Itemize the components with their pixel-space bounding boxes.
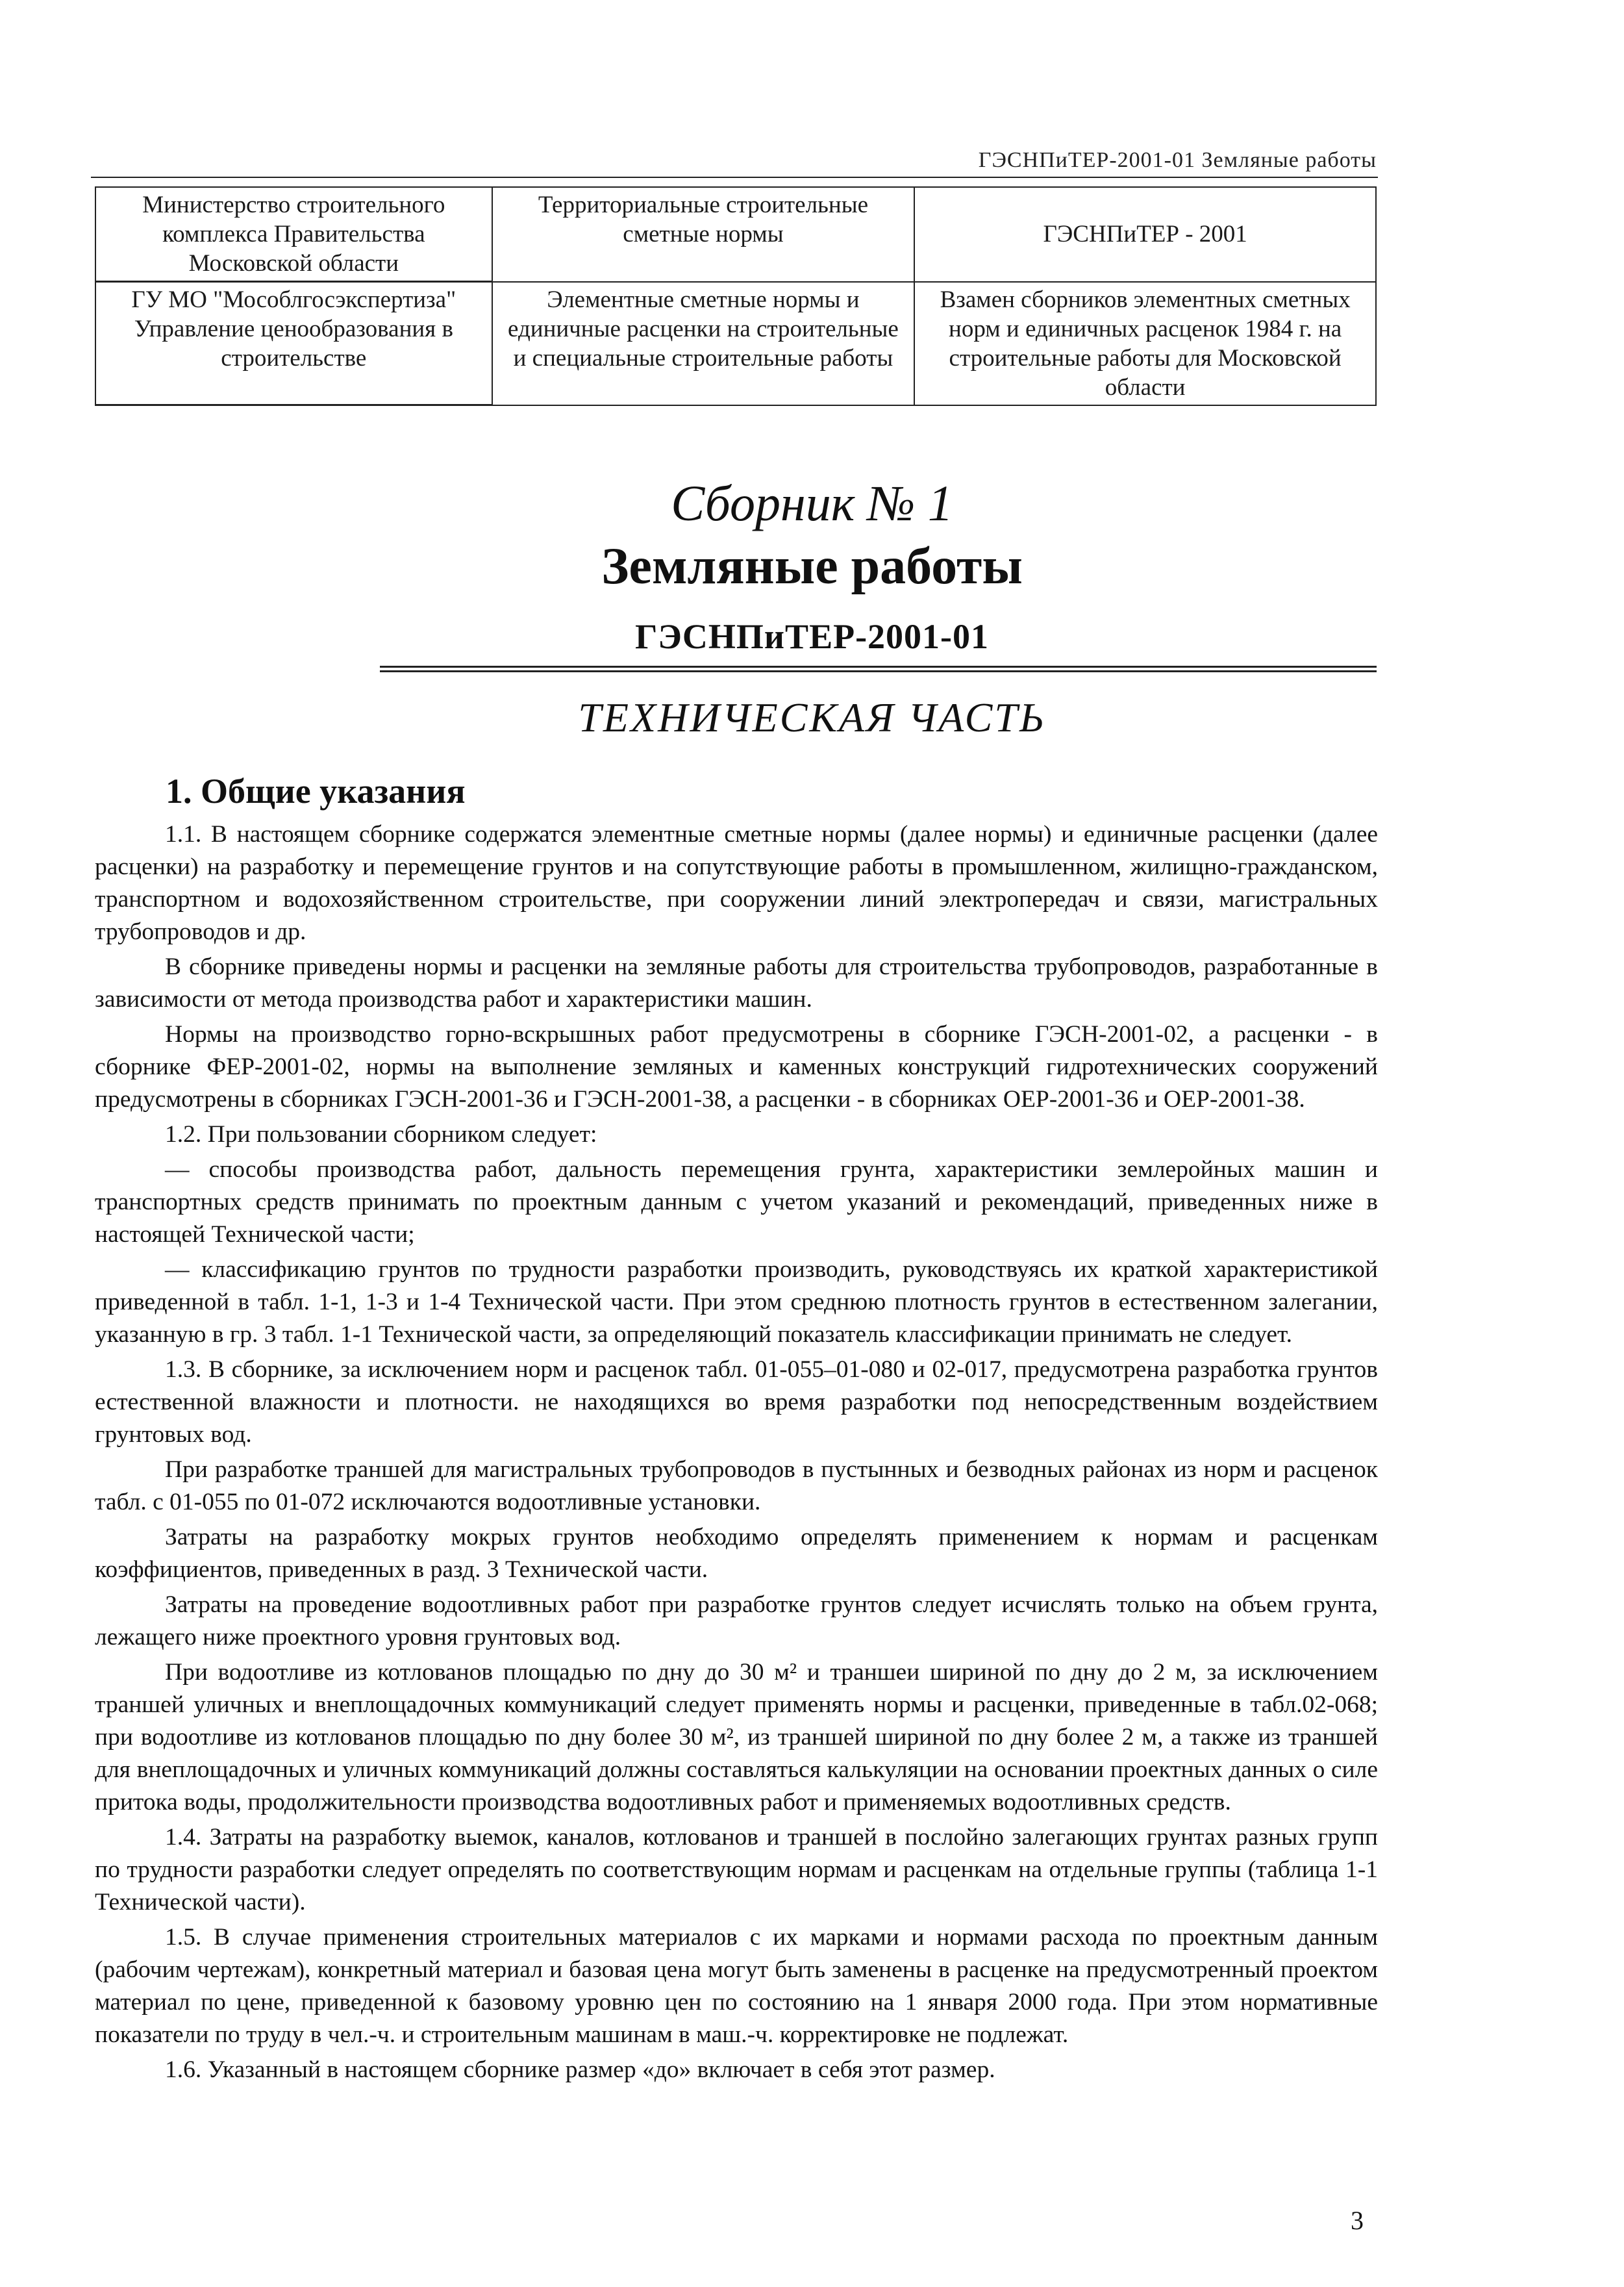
paragraph: 1.2. При пользовании сборником следует: xyxy=(165,1121,597,1148)
collection-code: ГЭСНПиТЕР-2001-01 xyxy=(634,617,990,656)
paragraph: 1.5. В случае применения строительных материалов с их марками и нормами расхода по проектным данным (рабочим чертежам), конкретный материал и базовая цена могут быть заменены в расценке на предусмотренный проектом материал по цене, приведенной к базовому уровню цен по состоянию на 1 января 2000 года. При этом нормативные показатели по труду в чел.-ч. и строительным машинам в маш.-ч. корректировке не подлежат. xyxy=(95,1924,1378,2048)
collection-name: Земляные работы xyxy=(601,538,1023,595)
paragraph: — классификацию грунтов по трудности разработки производить, руководствуясь их краткой характеристикой приведенной в табл. 1-1, 1-3 и 1-4 Технической части. При этом среднюю плотность грунтов в естественном залегании, указанную в гр. 3 табл. 1-1 Технической части, за определяющий показатель классификации принимать не следует. xyxy=(95,1256,1378,1348)
header-cell-territorial-norms: Территориальные строительные сметные нормы xyxy=(492,187,915,282)
header-cell-code: ГЭСНПиТЕР - 2001 xyxy=(914,187,1376,282)
paragraph: При разработке траншей для магистральных трубопроводов в пустынных и безводных районах из норм и расценок табл. с 01-055 по 01-072 исключаются водоотливные установки. xyxy=(95,1456,1378,1515)
paragraph: 1.1. В настоящем сборнике содержатся элементные сметные нормы (далее нормы) и единичные расценки (далее расценки) на разработку и перемещение грунтов и на сопутствующие работы в промышленном, жилищно-гражданском, транспортном и водохозяйственном строительстве, при сооружении линий электропередач и связи, магистральных трубопроводов и др. xyxy=(95,821,1378,945)
page-number: 3 xyxy=(1351,2206,1364,2235)
header-cell-replacement: Взамен сборников элементных сметных норм и единичных расценок 1984 г. на строительные работы для Московской области xyxy=(914,282,1376,405)
paragraph: 1.4. Затраты на разработку выемок, каналов, котлованов и траншей в послойно залегающих грунтах разных групп по трудности разработки следует определять по соответствующим нормам и расценкам на отдельные группы (таблица 1-1 Технической части). xyxy=(95,1824,1378,1915)
title-double-rule xyxy=(380,666,1377,672)
paragraph: 1.6. Указанный в настоящем сборнике размер «до» включает в себя этот размер. xyxy=(165,2056,995,2083)
header-rule xyxy=(91,177,1378,178)
paragraph: 1.3. В сборнике, за исключением норм и расценок табл. 01-055–01-080 и 02-017, предусмотрена разработка грунтов естественной влажности и плотности. не находящихся во время разработки под непосредственным воздействием грунтовых вод. xyxy=(95,1356,1378,1448)
technical-part-title: ТЕХНИЧЕСКАЯ ЧАСТЬ xyxy=(578,694,1046,740)
paragraph: При водоотливе из котлованов площадью по дну до 30 м² и траншеи шириной по дну до 2 м, за исключением траншей уличных и внеплощадочных коммуникаций следует применять нормы и расценки, приведенные в табл.02-068; при водоотливе из котлованов площадью по дну более 30 м², из траншей шириной по дну более 2 м, а также из траншей для внеплощадочных и уличных коммуникаций должны составляться калькуляции на основании проектных данных о силе притока воды, продолжительности производства водоотливных работ и применяемых водоотливных средств. xyxy=(95,1659,1378,1815)
header-cell-element-norms: Элементные сметные нормы и единичные расценки на строительные и специальные строительные работы xyxy=(492,282,915,405)
paragraph: В сборнике приведены нормы и расценки на земляные работы для строительства трубопроводов, разработанные в зависимости от метода производства работ и характеристики машин. xyxy=(95,954,1378,1013)
running-head: ГЭСНПиТЕР-2001-01 Земляные работы xyxy=(978,148,1377,172)
paragraph: Затраты на проведение водоотливных работ при разработке грунтов следует исчислять только на объем грунта, лежащего ниже проектного уровня грунтовых вод. xyxy=(95,1591,1378,1650)
paragraph: — способы производства работ, дальность перемещения грунта, характеристики землеройных машин и транспортных средств принимать по проектным данным с учетом указаний и рекомендаций, приведенных ниже в настоящей Технической части; xyxy=(95,1156,1378,1248)
header-cell-ministry: Министерство строительного комплекса Правительства Московской области xyxy=(95,187,492,282)
body-text xyxy=(95,818,1378,2089)
paragraph: Затраты на разработку мокрых грунтов необходимо определять применением к нормам и расценкам коэффициентов, приведенных в разд. 3 Технической части. xyxy=(95,1524,1378,1583)
section-heading: 1. Общие указания xyxy=(166,772,466,811)
paragraph: Нормы на производство горно-вскрышных работ предусмотрены в сборнике ГЭСН-2001-02, а расценки - в сборнике ФЕР-2001-02, нормы на выполнение земляных и каменных конструкций гидротехнических сооружений предусмотрены в сборниках ГЭСН-2001-36 и ГЭСН-2001-38, а расценки - в сборниках ОЕР-2001-36 и ОЕР-2001-38. xyxy=(95,1021,1378,1113)
header-table xyxy=(95,186,1377,406)
header-cell-expertise: ГУ МО "Мособлгосэкспертиза" Управление ценообразования в строительстве xyxy=(95,282,492,405)
collection-title: Сборник № 1 xyxy=(671,475,953,531)
